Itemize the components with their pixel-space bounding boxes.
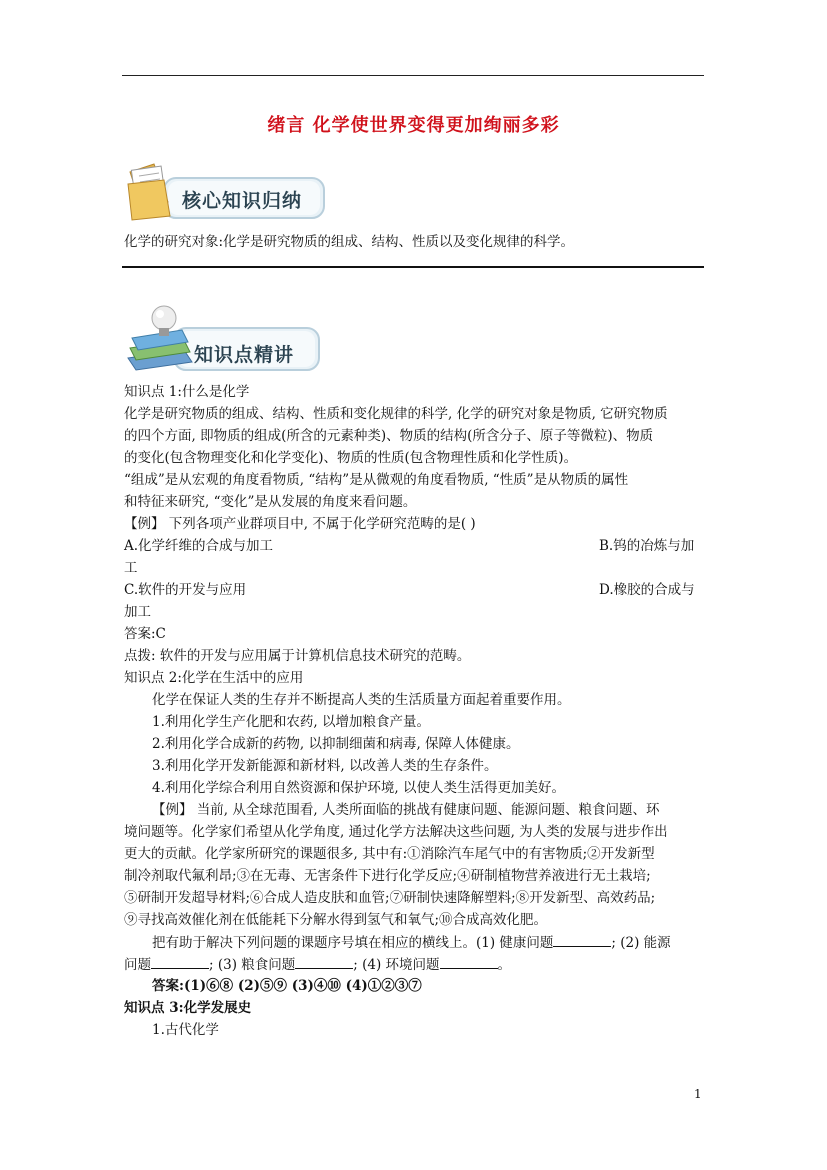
option-a: A.化学纤维的合成与加工 xyxy=(124,538,274,554)
answer-blank xyxy=(553,933,611,947)
option-b-wrap: 工 xyxy=(124,560,138,576)
kp2-answer: 答案:(1)⑥⑧ (2)⑤⑨ (3)④⑩ (4)①②③⑦ xyxy=(152,978,422,994)
option-c: C.软件的开发与应用 xyxy=(124,582,247,598)
kp2-list-item: 1.利用化学生产化肥和农药, 以增加粮食产量。 xyxy=(152,714,430,730)
core-knowledge-badge xyxy=(124,158,329,224)
kp1-answer: 答案:C xyxy=(124,626,166,642)
kp2-example-line: ⑨寻找高效催化剂在低能耗下分解水得到氢气和氧气;⑩合成高效化肥。 xyxy=(124,912,548,928)
kp1-example: 【例】 下列各项产业群项目中, 不属于化学研究范畴的是( ) xyxy=(124,516,476,532)
kp2-intro: 化学在保证人类的生存并不断提高人类的生活质量方面起着重要作用。 xyxy=(152,692,571,708)
question-text: 问题 xyxy=(124,957,151,973)
option-d-wrap: 加工 xyxy=(124,604,151,620)
kp2-example-line: 【例】 当前, 从全球范围看, 人类所面临的挑战有健康问题、能源问题、粮食问题、环 xyxy=(152,802,660,818)
page-number: 1 xyxy=(694,1087,702,1101)
kp2-heading: 知识点 2:化学在生活中的应用 xyxy=(124,670,304,686)
section-rule xyxy=(122,266,704,268)
core-knowledge-label: 核心知识归纳 xyxy=(182,190,303,212)
kp1-paragraph-line: 和特征来研究, “变化”是从发展的角度来看问题。 xyxy=(124,494,417,510)
knowledge-points-label: 知识点精讲 xyxy=(194,344,295,366)
kp2-example-line: ⑤研制开发超导材料;⑥合成人造皮肤和血管;⑦研制快速降解塑料;⑧开发新型、高效药品; xyxy=(124,890,656,906)
answer-blank xyxy=(440,955,498,969)
option-b: B.钨的冶炼与加 xyxy=(599,538,695,554)
answer-blank xyxy=(295,955,353,969)
kp2-example-line: 更大的贡献。化学家所研究的课题很多, 其中有:①消除汽车尾气中的有害物质;②开发新型 xyxy=(124,846,655,862)
kp1-paragraph-line: 的四个方面, 即物质的组成(所含的元素种类)、物质的结构(所含分子、原子等微粒)、物质 xyxy=(124,428,654,444)
question-text: ; (3) 粮食问题 xyxy=(209,957,296,973)
kp2-list-item: 3.利用化学开发新能源和新材料, 以改善人类的生存条件。 xyxy=(152,758,498,774)
kp1-paragraph-line: “组成”是从宏观的角度看物质, “结构”是从微观的角度看物质, “性质”是从物质的属性 xyxy=(124,472,629,488)
answer-blank xyxy=(151,955,209,969)
header-rule xyxy=(122,75,704,76)
kp2-list-item: 2.利用化学合成新的药物, 以抑制细菌和病毒, 保障人体健康。 xyxy=(152,736,520,752)
question-text: 把有助于解决下列问题的课题序号填在相应的横线上。(1) 健康问题 xyxy=(152,935,554,951)
kp1-tip: 点拨: 软件的开发与应用属于计算机信息技术研究的范畴。 xyxy=(124,648,471,664)
kp2-example-line: 境问题等。化学家们希望从化学角度, 通过化学方法解决这些问题, 为人类的发展与进步作出 xyxy=(124,824,668,840)
question-text: 。 xyxy=(497,957,512,973)
kp2-question-line xyxy=(152,933,671,952)
kp3-heading: 知识点 3:化学发展史 xyxy=(124,1000,252,1016)
option-d: D.橡胶的合成与 xyxy=(599,582,695,598)
page-title: 绪言 化学使世界变得更加绚丽多彩 xyxy=(267,115,560,136)
kp1-paragraph-line: 的变化(包含物理变化和化学变化)、物质的性质(包含物理性质和化学性质)。 xyxy=(124,450,578,466)
kp1-paragraph-line: 化学是研究物质的组成、结构、性质和变化规律的科学, 化学的研究对象是物质, 它研究物质 xyxy=(124,406,668,422)
question-text: ; (2) 能源 xyxy=(611,935,671,951)
kp2-example-line: 制冷剂取代氟利昂;③在无毒、无害条件下进行化学反应;④研制植物营养液进行无土栽培; xyxy=(124,868,651,884)
kp2-list-item: 4.利用化学综合利用自然资源和保护环境, 以使人类生活得更加美好。 xyxy=(152,780,565,796)
kp2-question-line xyxy=(124,955,511,974)
kp3-item: 1.古代化学 xyxy=(152,1022,219,1038)
kp1-heading: 知识点 1:什么是化学 xyxy=(124,384,250,400)
question-text: ; (4) 环境问题 xyxy=(353,957,440,973)
core-text: 化学的研究对象:化学是研究物质的组成、结构、性质以及变化规律的科学。 xyxy=(124,234,575,250)
knowledge-points-badge xyxy=(124,298,324,376)
